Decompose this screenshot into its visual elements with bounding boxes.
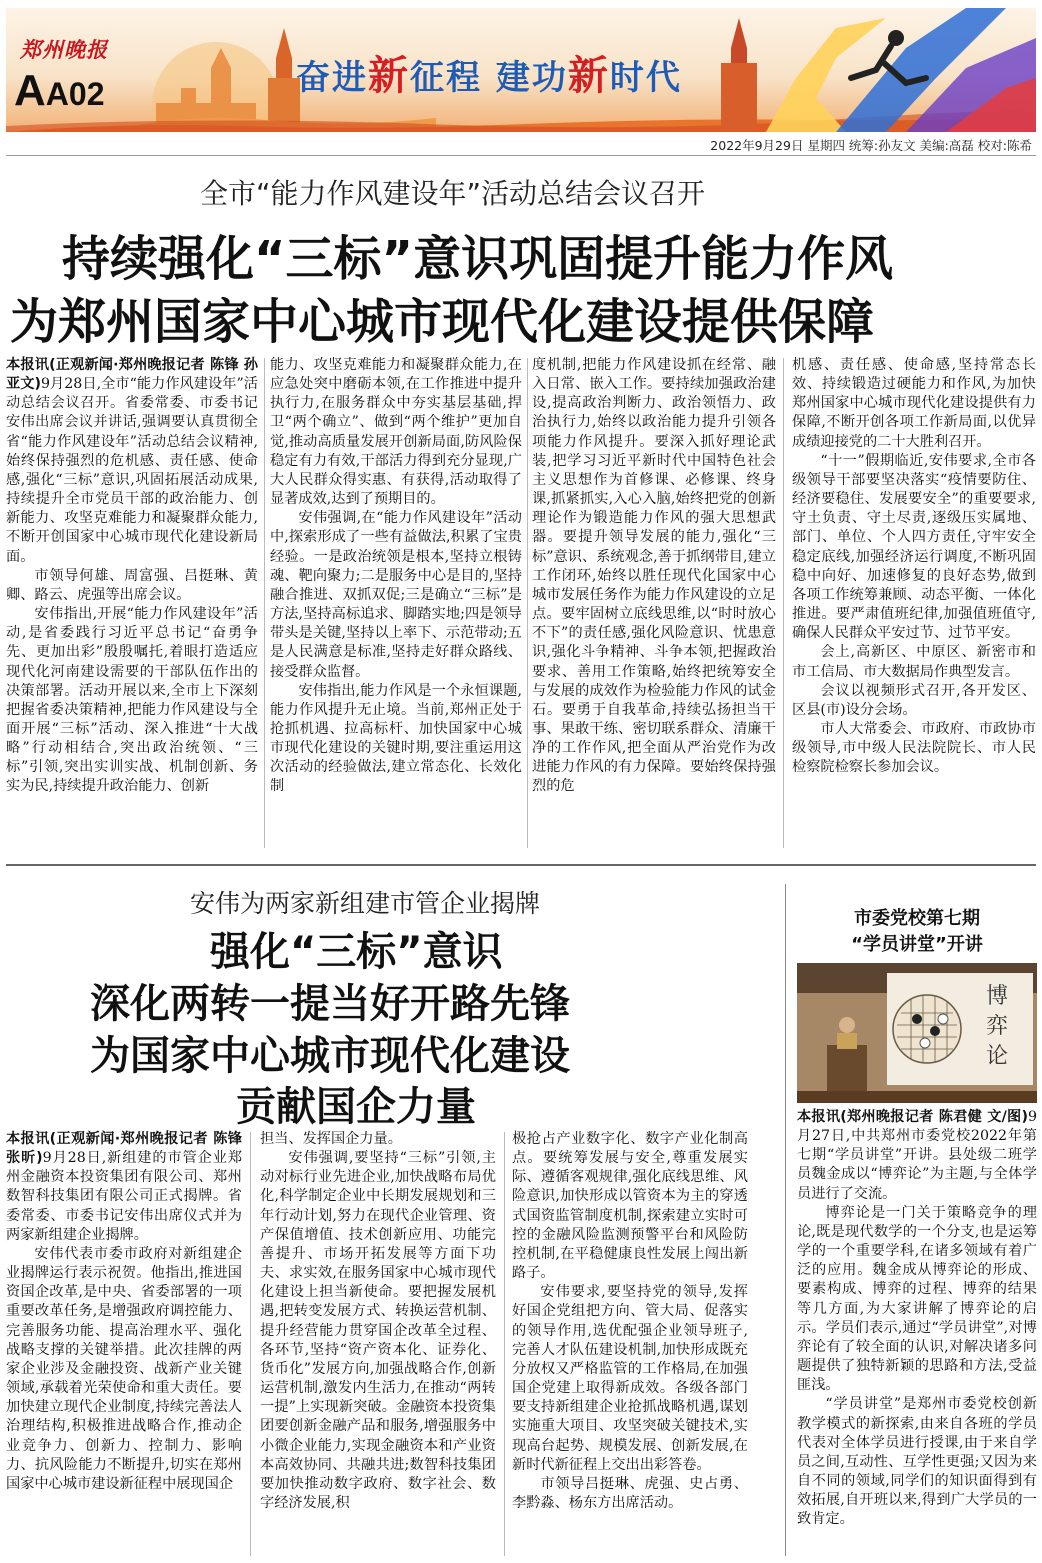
slogan-part-4: 新 — [567, 52, 610, 99]
article2-headline-line3: 为国家中心城市现代化建设 — [90, 1033, 570, 1079]
slogan-part-3: 征程 建功 — [410, 58, 568, 98]
article1-paragraph: 安伟指出,能力作风是一个永恒课题,能力作风提升无止境。当前,郑州正处于抢抓机遇、拉高标杆、加快国家中心城市现代化建设的关键时期,要注重运用这次活动的经验做法,建立常态化、长效化制 — [270, 682, 522, 795]
column-separator — [783, 358, 784, 848]
newspaper-name: 郑州晚报 — [20, 37, 108, 62]
article1-paragraph: 市领导何雄、周富强、吕挺琳、黄卿、路云、虎强等出席会议。 — [6, 567, 258, 603]
article1-column-1 — [6, 356, 258, 850]
lecture-photo — [797, 963, 1037, 1103]
article3-title-line2: “学员讲堂”开讲 — [851, 934, 983, 955]
article2-column-3 — [512, 1130, 748, 1558]
article1-paragraph: “十一”假期临近,安伟要求,全市各级领导干部要坚决落实“疫情要防住、经济要稳住、发展要安全”的重要要求,守土负责、守土尽责,逐级压实属地、部门、单位、个人四方责任,守牢安全稳定底线,加强经济运行调度,不断巩固稳中向好、加速修复的良好态势,做到各项工作统筹兼顾、动态平衡、一体化推进。要严肃值班纪律,加强值班值守,确保人民群众平安过节、过节平安。 — [792, 452, 1036, 642]
article2-column-1 — [6, 1130, 242, 1558]
article1-paragraph: 会上,高新区、中原区、新密市和市工信局、市大数据局作典型发言。 — [792, 644, 1036, 680]
column-separator — [250, 1132, 251, 1556]
article2-paragraph: 9月28日,新组建的市管企业郑州金融资本投资集团有限公司、郑州数智科技集团有限公司正式揭牌。省委常委、市委书记安伟出席仪式并为两家新组建企业揭牌。 — [6, 1150, 242, 1243]
article1-kicker: 全市“能力作风建设年”活动总结会议召开 — [200, 177, 706, 210]
article1-headline-line1: 持续强化“三标”意识巩固提升能力作风 — [62, 231, 894, 287]
article2-paragraph: 安伟强调,要坚持“三标”引领,主动对标行业先进企业,加快战略布局优化,科学制定企业中长期发展规划和三年行动计划,努力在现代企业管理、资产保值增值、技术创新应用、功能完善提升、市场开拓发展等方面下功夫、求实效,在服务国家中心城市现代化建设上担当新使命。要把握发展机遇,把转变发展方式、转换运营机制、提升经营能力贯穿国企改革全过程、各环节,坚持“资产资本化、证券化、货币化”发展方向,加强战略合作,创新运营机制,激发内生活力,在推动“两转一提”上实现新突破。金融资本投资集团要创新金融产品和服务,增强服务中小微企业能力,实现金融资本和产业资本高效协同、共融共进;数智科技集团要加快推动数字政府、数字社会、数字经济发展,积 — [260, 1150, 496, 1511]
article1-byline: 本报讯(正观新闻·郑州晚报记者 陈锋 孙亚文) — [6, 357, 258, 393]
article2-paragraph: 极抢占产业数字化、数字产业化制高点。要统筹发展与安全,尊重发展实际、遵循客观规律,强化底线思维、风险意识,加快形成以管资本为主的穿透式国资监管制度机制,探索建立实时可控的金融风险监测预警平台和风险防控机制,在平稳健康良性发展上闯出新路子。 — [512, 1131, 748, 1282]
photo-board-char-3: 论 — [985, 1044, 1009, 1069]
article3-paragraph: 9月27日,中共郑州市委党校2022年第七期“学员讲堂”开讲。县处级二班学员魏金成以“博弈论”为主题,与全体学员进行了交流。 — [797, 1109, 1037, 1202]
article2-paragraph: 安伟要求,要坚持党的领导,发挥好国企党组把方向、管大局、促落实的领导作用,选优配强企业领导班子,完善人才队伍建设机制,加快形成既充分放权又严格监管的工作格局,在加强国企党建上取得新成效。各级各部门要支持新组建企业抢抓战略机遇,谋划实施重大项目、攻坚突破关键技术,实现高台起势、规模发展、创新发展,在新时代新征程上交出出彩答卷。 — [512, 1284, 748, 1473]
sidebar-separator — [785, 884, 786, 1556]
article1-paragraph: 度机制,把能力作风建设抓在经常、融入日常、嵌入工作。要持续加强政治建设,提高政治判断力、政治领悟力、政治执行力,始终以政治能力提升引领各项能力作风提升。要深入抓好理论武装,把学习习近平新时代中国特色社会主义思想作为首修课、必修课、终身课,抓紧抓实,入心入脑,始终把党的创新理论作为锻造能力作风的强大思想武器。要提升领导发展的能力,强化“三标”意识、系统观念,善于抓纲带目,建立工作闭环,始终以胜任现代化国家中心城市发展任务作为能力作风建设的立足点。要牢固树立底线思维,以“时时放心不下”的责任感,强化风险意识、忧患意识,强化斗争精神、斗争本领,把握政治要求、善用工作策略,始终把统筹安全与发展的成效作为检验能力作风的试金石。要勇于自我革命,持续弘扬担当干事、果敢干练、密切联系群众、清廉干净的工作作风,把全面从严治党作为改进能力作风的有力保障。要始终保持强烈的危 — [532, 357, 776, 795]
slogan-part-5: 时代 — [609, 58, 682, 98]
banner-slogan — [296, 44, 682, 101]
article1-paragraph: 9月28日,全市“能力作风建设年”活动总结会议召开。省委常委、市委书记安伟出席会议并讲话,强调要认真贯彻全省“能力作风建设年”活动总结会议精神,始终保持强烈的危机感、责任感、使命感,强化“三标”意识,巩固拓展活动成果,持续提升全市党员干部的政治能力、创新能力、攻坚克难能力和凝聚群众能力,不断开创国家中心城市现代化建设新局面。 — [6, 376, 258, 565]
dateline: 2022年9月29日 星期四 统筹:孙友文 美编:高磊 校对:陈希 — [710, 138, 1032, 153]
article2-headline-line2: 深化两转一提当好开路先锋 — [90, 981, 570, 1027]
section-divider — [6, 864, 1036, 866]
article1-paragraph: 安伟强调,在“能力作风建设年”活动中,探索形成了一些有益做法,积累了宝贵经验。一是政治统领是根本,坚持立根铸魂、靶向聚力;二是服务中心是目的,坚持融合推进、双抓双促;三是确立“三标”是方法,坚持高标追求、脚踏实地;四是领导带头是关键,坚持以上率下、示范带动;五是人民满意是标准,坚持走好群众路线、接受群众监督。 — [270, 510, 522, 680]
article1-paragraph: 市人大常委会、市政府、市政协市级领导,市中级人民法院院长、市人民检察院检察长参加会议。 — [792, 720, 1036, 776]
article2-paragraph: 市领导吕挺琳、虎强、史占勇、李黔淼、杨东方出席活动。 — [512, 1475, 748, 1511]
article1-paragraph: 安伟指出,开展“能力作风建设年”活动,是省委践行习近平总书记“奋勇争先、更加出彩”殷殷嘱托,着眼打造适应现代化河南建设需要的干部队伍作出的决策部署。活动开展以来,全市上下深刻把握省委决策精神,把能力作风建设与全面开展“三标”活动、深入推进“十大战略”行动相结合,突出政治统领、“三标”引领,突出实训实战、机制创新、务实为民,持续提升政治能力、创新 — [6, 606, 258, 795]
article2-byline: 本报讯(正观新闻·郑州晚报记者 陈锋 张昕) — [6, 1131, 242, 1167]
article2-column-2 — [260, 1130, 496, 1558]
photo-board-char-2: 弈 — [985, 1014, 1009, 1039]
article1-column-3 — [532, 356, 776, 850]
page-code: A02 — [45, 76, 105, 112]
article2-headline-line1: 强化“三标”意识 — [210, 929, 503, 975]
masthead-divider — [6, 155, 1036, 156]
column-separator — [264, 358, 265, 848]
article3-title-line1: 市委党校第七期 — [854, 908, 980, 929]
article3-body — [797, 1108, 1037, 1558]
article2-paragraph: 安伟代表市委市政府对新组建企业揭牌运行表示祝贺。他指出,推进国资国企改革,是中央、省委部署的一项重要改革任务,是增强政府调控能力、完善服务功能、提高治理水平、强化战略支撑的关键举措。此次挂牌的两家企业涉及金融投资、战新产业关键领域,承载着光荣使命和重大责任。要加快建立现代企业制度,持续完善法人治理结构,积极推进战略合作,推动企业竞争力、创新力、控制力、影响力、抗风险能力不断提升,切实在郑州国家中心城市建设新征程中展现国企 — [6, 1245, 242, 1492]
slogan-part-2: 新 — [368, 52, 410, 99]
article1-column-4 — [792, 356, 1036, 850]
lecture-stage-illustration — [797, 963, 1037, 1103]
article3-paragraph: 博弈论是一门关于策略竞争的理论,既是现代数学的一个分支,也是运筹学的一个重要学科,在诸多领域有着广泛的应用。魏金成从博弈论的形成、要素构成、博弈的过程、博弈的结果等几方面,为大家讲解了博弈论的启示。学员们表示,通过“学员讲堂”,对博弈论有了较全面的认识,对解决诸多问题提供了独特新颖的思路和方法,受益匪浅。 — [797, 1204, 1037, 1394]
article3-byline: 本报讯(郑州晚报记者 陈君健 文/图) — [797, 1109, 1028, 1125]
article1-column-2 — [270, 356, 522, 850]
article1-paragraph: 能力、攻坚克难能力和凝聚群众能力,在应急处突中磨砺本领,在工作推进中提升执行力,在服务群众中夯实基层基础,捍卫“两个确立”、做到“两个维护”更加自觉,推动高质量发展开创新局面,防风险保稳定有力有效,干部活力得到充分显现,广大人民群众得实惠、有获得,活动取得了显著成效,达到了预期目的。 — [270, 357, 522, 508]
article2-kicker: 安伟为两家新组建市管企业揭牌 — [190, 889, 541, 918]
photo-board-char-1: 博 — [985, 984, 1009, 1009]
page-number — [14, 66, 104, 116]
page-section-letter: A — [14, 66, 46, 115]
article2-headline-line4: 贡献国企力量 — [236, 1084, 476, 1130]
column-separator — [504, 1132, 505, 1556]
column-separator — [527, 358, 528, 848]
article1-headline-line2: 为郑州国家中心城市现代化建设提供保障 — [10, 294, 875, 350]
article1-paragraph: 会议以视频形式召开,各开发区、区县(市)设分会场。 — [792, 682, 1036, 718]
slogan-part-1: 奋进 — [296, 58, 368, 98]
masthead-banner — [6, 8, 1036, 132]
article1-paragraph: 机感、责任感、使命感,坚持常态长效、持续锻造过硬能力和作风,为加快郑州国家中心城市现代化建设提供有力保障,不断开创各项工作新局面,以优异成绩迎接党的二十大胜利召开。 — [792, 357, 1036, 450]
article2-paragraph: 担当、发挥国企力量。 — [260, 1131, 402, 1147]
article3-paragraph: “学员讲堂”是郑州市委党校创新教学模式的新探索,由来自各班的学员代表对全体学员进行授课,由于来自学员之间,互动性、互学性更强;又因为来自不同的领域,同学们的知识面得到有效拓展,自开班以来,得到广大学员的一致肯定。 — [797, 1396, 1037, 1528]
